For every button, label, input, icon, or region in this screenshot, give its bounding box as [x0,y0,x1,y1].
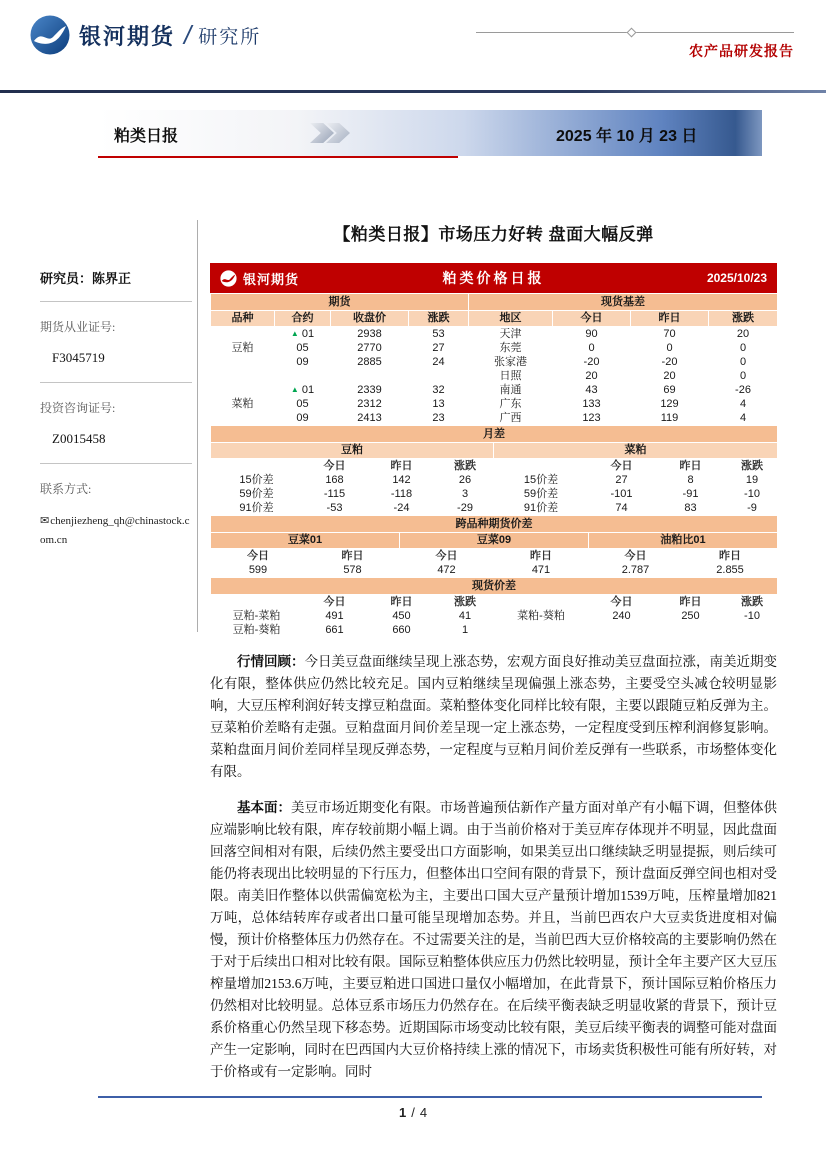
cell-change: 19 [745,474,759,486]
license-number: F3045719 [52,350,105,365]
cell-yesterday: 660 [392,624,411,636]
main-content [210,220,777,1083]
contract-text: 01 [301,328,315,340]
cell-close: 2339 [357,384,382,396]
table-row [211,397,778,411]
col-header: 涨跌 [454,596,476,608]
cell-label: 59价差 [239,488,274,500]
cell-close: 2312 [357,398,382,410]
col-header: 今日 [435,550,458,562]
cell-yesterday: -24 [393,502,410,514]
col-header: 今日 [610,596,633,608]
cell-empty [494,595,589,610]
cell-today: 20 [585,370,598,382]
cell-yesterday: -20 [661,356,678,368]
page-separator: / [411,1105,415,1120]
market-review-paragraph [210,651,777,783]
col-header: 涨跌 [409,311,469,327]
col-header: 今日 [553,311,631,327]
header-rule [0,90,826,93]
cell-yesterday: -118 [390,488,413,500]
researcher-email [40,512,192,549]
email-text: chenjiezheng_qh@chinastock.com.cn [40,515,190,546]
cell-change: 4 [739,398,747,410]
brand-name: 银河期货 [79,23,176,49]
fundamentals-label: 基本面： [237,800,291,815]
vertical-divider [197,220,198,632]
col-header: 合约 [275,311,331,327]
table-row [211,487,778,501]
cell-change: 20 [736,328,750,340]
col-header: 地区 [469,311,553,327]
market-review-text: 今日美豆盘面继续呈现上涨态势，宏观方面良好推动美豆盘面拉涨，南美近期变化有限，整体供应仍然比较充足。国内豆粕继续呈现偏强上涨态势，主要受空头减仓较明显影响，大豆压榨利润好转支撑豆粕盘面。菜粕整体变化同样比较有限，主要以跟随豆粕反弹为主。豆菜粕价差略有走强。豆粕盘面月间价差呈现一定上涨态势，一定程度受到压榨利润修复影响。菜粕盘面月间价差同样呈现反弹态势，一定程度与豆粕月间价差反弹有一些联系，市场整体变化有限。 [210,654,777,779]
section-spot-spread: 现货价差 [211,578,778,595]
cell-contract: 05 [296,342,309,354]
table-row [211,473,778,487]
col-header: 昨日 [530,550,552,562]
cell-today: 2.787 [621,564,650,576]
report-name: 粕类日报 [114,128,179,145]
cell-change: 26 [458,474,472,486]
cell-empty [211,595,303,610]
cell-today: 27 [615,474,628,486]
cell-close: 2885 [357,356,382,368]
cell-contract: 05 [296,398,309,410]
cell-yesterday: 8 [687,474,694,486]
cell-change: 27 [432,342,445,354]
cell-label: 豆粕-葵粕 [232,624,281,636]
brand-separator: / [184,19,192,50]
col-header: 今日 [610,460,633,472]
advisory-label: 投资咨询证号: [40,401,116,415]
cell-empty [211,459,303,474]
cell-yesterday: 142 [392,474,411,486]
spot-spread-table [210,577,778,637]
cell-contract [275,383,331,397]
cell-region: 广东 [499,398,522,410]
cell-today: 599 [248,564,268,576]
cell-label [494,623,589,637]
up-arrow-icon: ▲ [290,385,299,394]
col-header: 涨跌 [741,596,763,608]
red-underline [98,156,458,158]
cell-region: 天津 [499,328,522,340]
cell-label: 菜粕-葵粕 [517,610,565,622]
cell-region: 张家港 [494,356,527,368]
contract-text: 01 [301,384,315,396]
table-row [211,327,778,342]
col-header: 涨跌 [454,460,476,472]
cell-today: 123 [582,412,601,424]
cell-contract: 09 [296,412,309,424]
up-arrow-icon: ▲ [290,329,299,338]
cell-today [589,623,655,637]
cell-yesterday: 69 [663,384,676,396]
col-header: 今日 [323,596,346,608]
col-header: 昨日 [679,460,702,472]
col-header: 收盘价 [331,311,409,327]
divider [40,382,192,383]
cell-label: 豆粕-菜粕 [232,610,281,622]
envelope-icon: ✉ [40,515,50,527]
sidebar [40,268,192,549]
cell-today: -20 [583,356,600,368]
cell-today: -53 [326,502,343,514]
cell-change: 32 [432,384,445,396]
advisory-number: Z0015458 [52,431,106,446]
price-table [210,263,777,637]
cell-change: -26 [735,384,751,396]
cell-yesterday: 70 [663,328,676,340]
researcher-name: 研究员：陈界正 [40,271,132,286]
cell-label: 15价差 [523,474,559,486]
price-table-brand [220,269,299,288]
cell-label: 91价差 [239,502,274,514]
diamond-icon [627,28,637,38]
cell-today: -115 [323,488,346,500]
section-spot-basis: 现货基差 [469,294,778,311]
cell-today: 168 [325,474,344,486]
fundamentals-text: 美豆市场近期变化有限。市场普遍预估新作产量方面对单产有小幅下调，但整体供应端影响比较有限，库存较前期小幅上调。由于当前价格对于美豆库存体现并不明显，因此盘面回落空间相对有限，后续仍然主要受出口方面影响，如果美豆出口继续缺乏明显提振，则后续可能仍将表现出比较明显的下行压力，但整体出口空间有限的背景下，预计盘面反弹空间也相对受限。南美旧作整体以供需偏宽松为主，主要出口国大豆产量预计增加1539万吨，压榨量增加821万吨，总体结转库存或者出口量可能呈现增加态势。并且，当前巴西农户大豆卖货进度相对偏慢，预计价格整体压力仍然存在。不过需要关注的是，当前巴西大豆价格较高的主要影响仍然在于对于后续出口相对比较有限。国际豆粕整体供应压力仍然比较明显，预计全年主要产区大豆压榨量增加2153.6万吨，主要豆粕进口国进口量仅小幅增加，在此背景下，预计国际豆粕价格压力仍然相对比较明显。总体豆系市场压力仍然存在。在后续平衡表缺乏明显收紧的背景下，预计豆系价格重心仍然呈现下移态势。近期国际市场变动比较有限，美豆后续平衡表的调整可能对盘面产生一定影响，同时在巴西国内大豆价格持续上涨的情况下，市场卖货积极性可能有所好转，对于价格或有一定影响。同时 [210,800,777,1079]
contact-label: 联系方式: [40,482,92,496]
cell-label: 59价差 [523,488,559,500]
table-row [211,609,778,623]
cell-yesterday: -91 [682,488,699,500]
col-header: 涨跌 [741,460,763,472]
table-row [211,411,778,425]
section-month-spread: 月差 [211,426,778,443]
cell-label: 15价差 [239,474,274,486]
cell-empty [494,459,589,474]
title-bar [98,110,762,156]
section-cross-spread: 跨品种期货价差 [211,516,778,533]
cell-change: 24 [432,356,445,368]
cell-change: -10 [744,488,760,500]
subsection-soymeal: 豆粕 [211,443,494,459]
cell-region: 广西 [499,412,522,424]
table-row [211,341,778,355]
col-header: 昨日 [679,596,702,608]
cell-close: 2770 [357,342,382,354]
cell-region: 东莞 [499,342,522,354]
cell-yesterday: 471 [531,564,551,576]
footer-rule [98,1096,762,1098]
group-soy-rape-09: 豆菜09 [400,533,589,549]
cell-contract: 09 [296,356,309,368]
cell-today: 0 [588,342,595,354]
cell-today: 43 [585,384,598,396]
cell-change: -9 [747,502,757,514]
brand-division: 研究所 [198,26,262,48]
cell-change: 1 [461,624,469,636]
cell-empty [211,369,469,383]
table-row [211,369,778,383]
cell-variety: 豆粕 [231,342,254,354]
cell-yesterday: 2.855 [716,564,744,576]
futures-basis-table [210,293,778,425]
col-header: 昨日 [341,550,364,562]
cross-spread-table [210,515,778,577]
col-header: 昨日 [390,460,413,472]
cell-yesterday: 20 [663,370,676,382]
page-number: 1 [398,1105,407,1120]
cell-yesterday: 250 [681,610,700,622]
group-soy-rape-01: 豆菜01 [211,533,400,549]
article-title: 【粕类日报】市场压力好转 盘面大幅反弹 [333,225,654,244]
col-header: 昨日 [390,596,413,608]
cell-close: 2938 [357,328,382,340]
galaxy-logo-small-icon [220,270,237,287]
col-header: 今日 [624,550,647,562]
cell-change: 41 [458,610,472,622]
cell-yesterday: 83 [684,502,697,514]
report-date: 2025 年 10 月 23 日 [556,128,698,145]
col-header: 昨日 [719,550,742,562]
cell-yesterday: 0 [666,342,673,354]
galaxy-logo-icon [30,15,70,55]
table-row [211,623,778,637]
fundamentals-paragraph [210,797,777,1083]
cell-change: 53 [432,328,445,340]
group-oil-meal-ratio-01: 油粕比01 [589,533,778,549]
divider [40,463,192,464]
header-brand [30,15,261,55]
header-decorative-line [476,32,794,33]
cell-yesterday: 119 [660,412,679,424]
report-type-label: 农产品研发报告 [689,43,794,59]
price-table-header [210,263,777,293]
cell-change: 0 [739,356,747,368]
page-indicator [0,1105,826,1120]
market-review-label: 行情回顾： [237,654,305,669]
cell-contract [275,327,331,342]
cell-close: 2413 [357,412,382,424]
cell-change: -29 [457,502,473,514]
cell-today: 661 [325,624,344,636]
month-spread-table [210,425,778,515]
table-row [211,501,778,515]
divider [40,301,192,302]
table-row [211,383,778,397]
page-total: 4 [419,1105,428,1120]
cell-today: 90 [585,328,598,340]
cell-region: 日照 [499,370,522,382]
cell-change [727,623,778,637]
cell-today: 133 [582,398,601,410]
price-table-brand-text: 银河期货 [243,271,300,287]
cell-change: 13 [432,398,445,410]
cell-change: 3 [461,488,469,500]
cell-yesterday: 450 [392,610,411,622]
price-table-title: 粕类价格日报 [442,270,545,286]
cell-today: 472 [437,564,456,576]
price-table-date: 2025/10/23 [706,271,767,285]
table-row [211,563,778,577]
cell-today: 240 [612,610,631,622]
cell-change: 0 [739,370,747,382]
col-header: 今日 [323,460,346,472]
cell-label: 91价差 [523,502,559,514]
table-row [211,355,778,369]
cell-change: 23 [432,412,445,424]
cell-today: 74 [615,502,628,514]
license-label: 期货从业证号: [40,320,116,334]
cell-change: 0 [739,342,747,354]
col-header: 涨跌 [709,311,778,327]
cell-change: 4 [739,412,747,424]
col-header: 今日 [247,550,269,562]
cell-variety: 菜粕 [231,398,254,410]
col-header: 昨日 [631,311,709,327]
section-futures: 期货 [211,294,469,311]
cell-yesterday: 129 [660,398,679,410]
subsection-rapemeal: 菜粕 [494,443,778,459]
cell-today: -101 [610,488,633,500]
col-header: 品种 [211,311,275,327]
cell-yesterday [655,623,727,637]
cell-region: 南通 [499,384,522,396]
cell-yesterday: 578 [343,564,362,576]
cell-today: 491 [325,610,344,622]
cell-change: -10 [744,610,760,622]
